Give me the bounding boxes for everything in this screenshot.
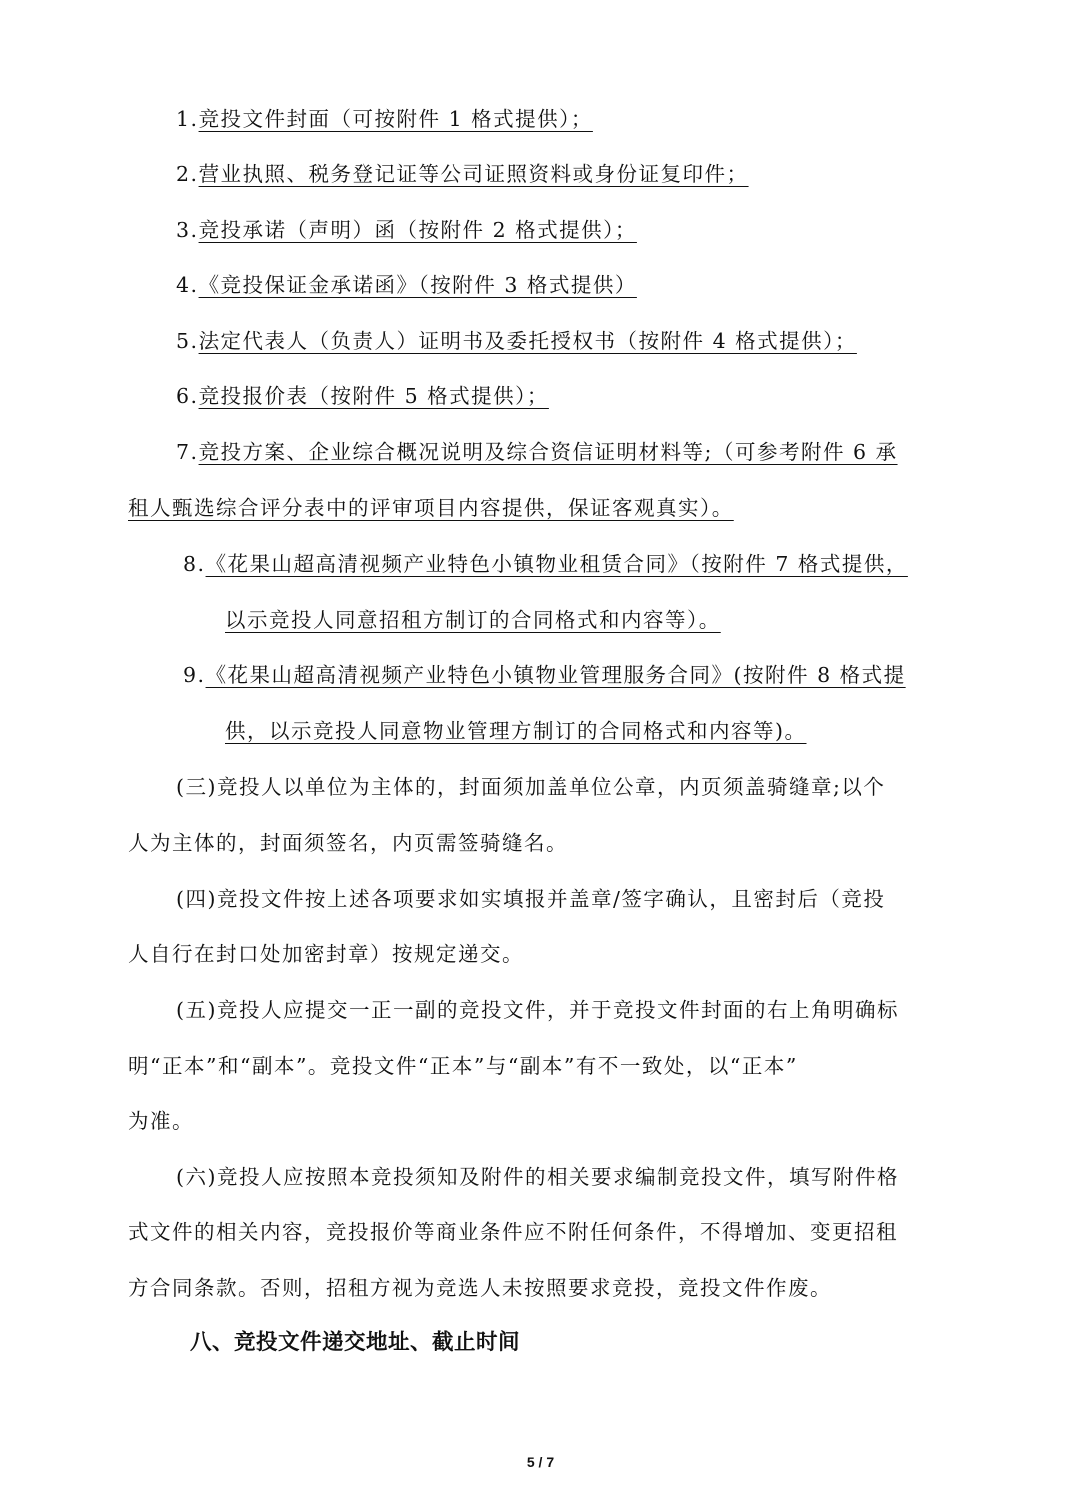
section-heading: 八、竞投文件递交地址、截止时间 bbox=[190, 1330, 521, 1355]
item-text: 竞投方案、企业综合概况说明及综合资信证明材料等;（可参考附件 6 承 bbox=[198, 440, 898, 464]
item-text-continued: 供，以示竞投人同意物业管理方制订的合同格式和内容等)。 bbox=[225, 719, 807, 743]
item-number: 9. bbox=[183, 663, 206, 687]
list-item-2 bbox=[176, 160, 749, 188]
item-text-continued: 以示竞投人同意招租方制订的合同格式和内容等）。 bbox=[225, 608, 721, 632]
paragraph-3-line-2: 人为主体的，封面须签名，内页需签骑缝名。 bbox=[128, 831, 568, 855]
list-item-7 bbox=[176, 438, 898, 466]
item-text-continued: 租人甄选综合评分表中的评审项目内容提供，保证客观真实）。 bbox=[128, 496, 734, 520]
list-item-5 bbox=[176, 327, 857, 355]
paragraph-4-line-1: (四)竞投文件按上述各项要求如实填报并盖章/签字确认，且密封后（竞投 bbox=[176, 887, 886, 911]
paragraph-5-line-1: (五)竞投人应提交一正一副的竞投文件，并于竞投文件封面的右上角明确标 bbox=[176, 998, 899, 1022]
item-text: 营业执照、税务登记证等公司证照资料或身份证复印件； bbox=[198, 162, 749, 186]
item-text: 《花果山超高清视频产业特色小镇物业租赁合同》（按附件 7 格式提供， bbox=[205, 552, 908, 576]
list-item-9-cont bbox=[225, 717, 807, 745]
paragraph-5-line-2: 明“正本”和“副本”。竞投文件“正本”与“副本”有不一致处，以“正本” bbox=[128, 1054, 798, 1078]
paragraph-4-line-2: 人自行在封口处加密封章）按规定递交。 bbox=[128, 942, 524, 966]
list-item-8-cont bbox=[225, 606, 721, 634]
item-number: 2. bbox=[176, 162, 199, 186]
item-text: 法定代表人（负责人）证明书及委托授权书（按附件 4 格式提供）； bbox=[198, 329, 857, 353]
paragraph-6-line-1: (六)竞投人应按照本竞投须知及附件的相关要求编制竞投文件，填写附件格 bbox=[176, 1165, 899, 1189]
list-item-9 bbox=[183, 661, 906, 689]
list-item-8 bbox=[183, 550, 908, 578]
item-text: 《花果山超高清视频产业特色小镇物业管理服务合同》(按附件 8 格式提 bbox=[205, 663, 906, 687]
item-text: 《竞投保证金承诺函》（按附件 3 格式提供） bbox=[198, 273, 637, 297]
paragraph-3-line-1: (三)竞投人以单位为主体的，封面须加盖单位公章，内页须盖骑缝章;以个 bbox=[176, 775, 886, 799]
item-number: 1. bbox=[176, 107, 199, 131]
paragraph-5-line-3: 为准。 bbox=[128, 1109, 194, 1133]
paragraph-6-line-3: 方合同条款。否则，招租方视为竞选人未按照要求竞投，竞投文件作废。 bbox=[128, 1276, 832, 1300]
item-text: 竞投文件封面（可按附件 1 格式提供）； bbox=[198, 107, 593, 131]
list-item-1 bbox=[176, 105, 593, 133]
list-item-4 bbox=[176, 271, 637, 299]
item-number: 6. bbox=[176, 384, 199, 408]
list-item-6 bbox=[176, 382, 549, 410]
item-number: 8. bbox=[183, 552, 206, 576]
item-number: 7. bbox=[176, 440, 199, 464]
item-number: 3. bbox=[176, 218, 199, 242]
list-item-3 bbox=[176, 216, 637, 244]
list-item-7-cont bbox=[128, 494, 734, 522]
item-text: 竞投报价表（按附件 5 格式提供）； bbox=[198, 384, 549, 408]
item-text: 竞投承诺（声明）函（按附件 2 格式提供）； bbox=[198, 218, 637, 242]
item-number: 4. bbox=[176, 273, 199, 297]
item-number: 5. bbox=[176, 329, 199, 353]
paragraph-6-line-2: 式文件的相关内容，竞投报价等商业条件应不附任何条件，不得增加、变更招租 bbox=[128, 1220, 898, 1244]
page-number: 5 / 7 bbox=[526, 1454, 555, 1470]
